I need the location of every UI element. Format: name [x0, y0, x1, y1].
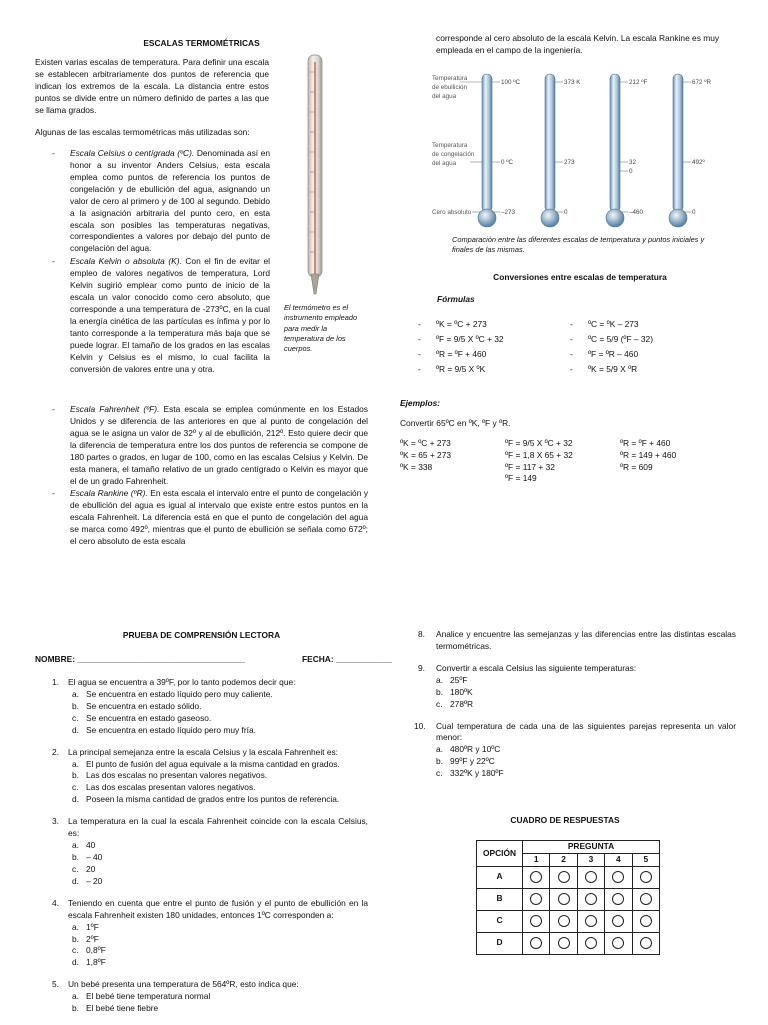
formulas-left	[418, 319, 504, 379]
option[interactable]: a. El punto de fusión del agua equivale a la misma cantidad en grados.	[72, 758, 340, 769]
option[interactable]: c. 0,8ºF	[72, 945, 106, 956]
rankine-boiling-label: 672 ºR	[692, 79, 712, 86]
svg-text:Cero absoluto	[432, 209, 472, 216]
fahrenheit-thermometer	[606, 74, 648, 227]
formula-item: - ºF = 9/5 X ºC + 32	[418, 334, 504, 346]
answer-bubble[interactable]	[558, 937, 570, 949]
answers-title: CUADRO DE RESPUESTAS	[510, 815, 620, 825]
question-4: 4. Teniendo en cuenta que entre el punto de fusión y el punto de ebullición en la escala Fahrenheit existen 180 unidades, entonces 1ºC corresponden a: a. 1ºF b. 2ºF c. 0,8ºF d. 1,8ºF	[52, 897, 368, 968]
column-header: 3	[577, 854, 604, 867]
answer-bubble[interactable]	[640, 937, 652, 949]
header-question: PREGUNTA	[523, 841, 660, 854]
figure-caption: Comparación entre las diferentes escalas de temperatura y puntos iniciales y finales de las mismas.	[452, 235, 705, 255]
list-item-rankine: - Escala Rankine (ºR). En esta escala el intervalo entre el punto de congelación y de ebullición del agua es igual al intervalo que existe entre estos puntos en la escala Fahrenheit. La diferencia está en que el punto de congelación del agua se marca como 492º, mientras que el punto de ebullición se señala como 672º; el cero absoluto de esta escala	[70, 488, 368, 548]
option[interactable]: a. 480ºR y 10ºC	[436, 744, 501, 755]
option[interactable]: b. Las dos escalas no presentan valores negativos.	[72, 770, 268, 781]
option[interactable]: d. 1,8ºF	[72, 957, 106, 968]
intro-paragraph: Existen varias escalas de temperatura. Para definir una escala se establecen arbitrariamente dos puntos de referencia que indican los extremos de la escala. La distancia entre estos puntos se divide entre un número definido de partes a las que se llama grados.	[35, 57, 269, 115]
answer-bubble[interactable]	[612, 893, 624, 905]
example-step: ºR = ºF + 460	[620, 438, 671, 448]
answer-bubble[interactable]	[640, 915, 652, 927]
svg-text:Temperatura	[432, 142, 468, 149]
celsius-zero-label: –273	[501, 209, 516, 216]
label-absolute-zero: Cero absoluto	[432, 209, 472, 216]
answer-bubble[interactable]	[612, 937, 624, 949]
list-intro: Algunas de las escalas termométricas más utilizadas son:	[35, 127, 250, 137]
formula-item: - ºK = ºC + 273	[418, 319, 504, 331]
answer-bubble[interactable]	[585, 893, 597, 905]
scales-list-top	[70, 148, 270, 377]
question-3: 3. La temperatura en la cual la escala Fahrenheit coincide con la escala Celsius, es: a. 40 b. – 40 c. 20 d. – 20	[52, 816, 368, 886]
fahrenheit-freezing-label: 32	[629, 159, 637, 166]
formula-item: - ºR = ºF + 460	[418, 349, 504, 361]
option[interactable]: b. 99ºF y 22ºC	[436, 756, 495, 767]
fahrenheit-absolute-label: –460	[629, 209, 644, 216]
fahrenheit-zero-label: 0	[629, 168, 633, 175]
thermometer-image	[300, 52, 330, 297]
option[interactable]: c. Las dos escalas presentan valores negativos.	[72, 782, 256, 793]
example-step: ºK = ºC + 273	[400, 438, 451, 448]
formula-item: - ºF = ºR – 460	[570, 349, 653, 361]
answer-bubble[interactable]	[585, 871, 597, 883]
option[interactable]: b. 2ºF	[72, 933, 99, 944]
table-row	[477, 866, 660, 888]
example-step: ºF = 9/5 X ºC + 32	[505, 438, 573, 448]
example-task: Convertir 65ºC en ºK, ºF y ºR.	[400, 418, 511, 428]
list-item-kelvin: - Escala Kelvin o absoluta (K). Con el fin de evitar el empleo de valores negativos de temperatura, Lord Kelvin sugirió emplear como punto de inicio de la escala un valor conocido como cero absoluto, que corresponde a una temperatura de -273ºC, en la cual la energía cinética de las partículas es ínfima y por lo tanto corresponde a la temperatura más baja que se puede lograr. El tamaño de los grados en las escalas Kelvin y Celsius es el mismo, lo cual facilita la conversión de valores entre una y otra.	[70, 256, 270, 375]
rankine-freezing-label: 492º	[692, 159, 705, 166]
celsius-thermometer	[478, 74, 521, 227]
option[interactable]: c. 332ºK y 180ºF	[436, 768, 504, 779]
rankine-thermometer	[669, 74, 712, 227]
question-5: 5. Un bebé presenta una temperatura de 564ºR, esto indica que: a. El bebé tiene temperatura normal b. El bebé tiene fiebre	[52, 979, 368, 1015]
column-header: 1	[523, 854, 550, 867]
question-9: 9. Convertir a escala Celsius las siguiente temperaturas: a. 25ºF b. 180ºK c. 278ºR	[418, 663, 736, 711]
option[interactable]: d. – 20	[72, 875, 103, 886]
continuation-text: corresponde al cero absoluto de la escala Kelvin. La escala Rankine es muy empleada en el campo de la ingeniería.	[436, 33, 720, 55]
answer-bubble[interactable]	[558, 915, 570, 927]
answer-bubble[interactable]	[640, 893, 652, 905]
label-freezing-1: Temperatura	[432, 142, 468, 149]
examples-title: Ejemplos:	[400, 398, 441, 408]
list-item-fahrenheit: - Escala Fahrenheit (ºF). Esta escala se emplea comúnmente en los Estados Unidos y se diferencia de las anteriores en que al punto de congelación del agua se le asigna un valor de 32º y al de ebullición, 212º. Esto quiere decir que la diferencia de temperatura entre los dos puntos de referencia se compone de 180 partes o grados, en lugar de 100, como en las escalas Celsius y Kelvin. De esta manera, el tamaño relativo de un grado centígrado o Kelvin es mayor que el de un grado Fahrenheit.	[70, 404, 368, 487]
question-2: 2. La principal semejanza entre la escala Celsius y la escala Fahrenheit es: a. El punto de fusión del agua equivale a la misma cantidad en grados. b. Las dos escalas no presentan valores negativos. c. Las dos escalas presentan valores negativos. d. Poseen la misma cantidad de grados entre los puntos de referencia.	[52, 747, 368, 807]
row-label: A	[477, 866, 523, 888]
option[interactable]: a. El bebé tiene temperatura normal	[72, 991, 211, 1002]
example-step: ºR = 609	[620, 461, 653, 472]
option[interactable]: d. Se encuentra en estado líquido pero muy fría.	[72, 724, 256, 735]
svg-text:de ebullición	[432, 84, 468, 91]
row-label: D	[477, 932, 523, 954]
formula-item: - ºC = 5/9 (ºF – 32)	[570, 334, 653, 346]
formula-item: - ºK = 5/9 X ºR	[570, 364, 653, 376]
option[interactable]: a. 25ºF	[436, 674, 468, 685]
answer-bubble[interactable]	[530, 937, 542, 949]
table-row	[477, 910, 660, 932]
option[interactable]: d. Poseen la misma cantidad de grados entre los puntos de referencia.	[72, 794, 340, 805]
label-freezing-2: de congelación	[432, 151, 475, 158]
answer-bubble[interactable]	[530, 915, 542, 927]
option[interactable]: a. Se encuentra en estado líquido pero muy caliente.	[72, 688, 273, 699]
svg-text:Temperatura	[432, 75, 468, 82]
label-freezing-3: del agua	[432, 160, 457, 167]
column-header: 2	[550, 854, 577, 867]
example-step: ºF = 149	[505, 473, 537, 484]
table-row	[477, 888, 660, 910]
option[interactable]: a. 40	[72, 840, 96, 851]
example-step: ºK = 338	[400, 461, 433, 472]
formulas-right	[570, 319, 653, 379]
kelvin-zero-label: 0	[564, 209, 568, 216]
questions-right	[414, 629, 736, 790]
kelvin-thermometer	[541, 74, 581, 227]
scales-comparison-figure	[430, 70, 740, 230]
fahrenheit-boiling-label: 212 ºF	[629, 79, 648, 86]
list-item-celsius: - Escala Celsius o centígrada (ºC). Denominada así en honor a su inventor Anders Celsius, esta escala emplea como puntos de referencia los puntos de congelación y de ebullición del agua, asignando un valor de cero al primero y de 100 al segundo. Debido a la asignación arbitraria del punto cero, en esta escala son posibles las temperaturas negativas, correspondientes a valores por debajo del punto de congelación del agua.	[70, 148, 270, 255]
questions-left	[52, 677, 368, 1025]
question-8: 8. Analice y encuentre las semejanzas y las diferencias entre las distintas escalas termométricas.	[418, 629, 736, 651]
question-1: 1. El agua se encuentra a 39ºF, por lo tanto podemos decir que: a. Se encuentra en estado líquido pero muy caliente. b. Se encuentra en estado sólido. c. Se encuentra en estado gaseoso. d. Se encuentra en estado líquido pero muy fría.	[52, 677, 368, 737]
answer-bubble[interactable]	[530, 893, 542, 905]
label-boiling-2: de ebullición	[432, 84, 468, 91]
option[interactable]: b. Se encuentra en estado sólido.	[72, 700, 202, 711]
row-label: C	[477, 910, 523, 932]
example-step: ºK = 65 + 273	[400, 449, 452, 460]
option[interactable]: c. 278ºR	[436, 698, 474, 709]
svg-text:de congelación	[432, 151, 475, 158]
option[interactable]: b. El bebé tiene fiebre	[72, 1003, 159, 1014]
answer-bubble[interactable]	[612, 871, 624, 883]
answer-bubble[interactable]	[530, 871, 542, 883]
example-step: ºF = 1,8 X 65 + 32	[505, 449, 573, 460]
svg-text:del agua	[432, 93, 457, 100]
option[interactable]: a. 1ºF	[72, 921, 99, 932]
answer-bubble[interactable]	[640, 871, 652, 883]
name-field[interactable]: NOMBRE: ____________________________________	[35, 654, 246, 664]
date-field[interactable]: FECHA: ____________	[302, 654, 392, 664]
answer-bubble[interactable]	[585, 937, 597, 949]
kelvin-boiling-label: 373 K	[564, 79, 581, 86]
question-10: 10. Cual temperatura de cada una de las siguientes parejas representa un valor menor: a. 480ºR y 10ºC b. 99ºF y 22ºC c. 332ºK y 180ºF	[414, 720, 736, 779]
celsius-freezing-label: 0 ºC	[501, 159, 514, 166]
answer-bubble[interactable]	[585, 915, 597, 927]
column-header: 4	[605, 854, 632, 867]
option[interactable]: c. 20	[72, 863, 96, 874]
answer-bubble[interactable]	[612, 915, 624, 927]
label-boiling-3: del agua	[432, 93, 457, 100]
answers-table	[476, 840, 660, 955]
header-option: OPCIÓN	[477, 841, 523, 867]
row-label: B	[477, 888, 523, 910]
example-step: ºF = 117 + 32	[505, 461, 555, 472]
answer-bubble[interactable]	[558, 871, 570, 883]
example-step: ºR = 149 + 460	[620, 449, 677, 460]
table-row	[477, 932, 660, 954]
option[interactable]: b. – 40	[72, 851, 103, 862]
example-col-kelvin	[400, 438, 451, 473]
formula-item: - ºC = ºK – 273	[570, 319, 653, 331]
quiz-title: PRUEBA DE COMPRENSIÓN LECTORA	[122, 630, 281, 640]
option[interactable]: b. 180ºK	[436, 686, 473, 697]
scales-list-bottom	[70, 404, 368, 549]
column-header: 5	[632, 854, 659, 867]
option[interactable]: c. Se encuentra en estado gaseoso.	[72, 712, 212, 723]
celsius-boiling-label: 100 ºC	[501, 79, 521, 86]
label-boiling-1: Temperatura	[432, 75, 468, 82]
formulas-title: Fórmulas	[437, 294, 475, 304]
conversions-title: Conversiones entre escalas de temperatura	[493, 272, 667, 282]
answer-bubble[interactable]	[558, 893, 570, 905]
formula-item: - ºR = 9/5 X ºK	[418, 364, 504, 376]
thermometer-caption: El termómetro es el instrumento empleado para medir la temperatura de los cuerpos.	[284, 303, 358, 354]
example-col-fahrenheit	[505, 438, 573, 485]
kelvin-freezing-label: 273	[564, 159, 575, 166]
section-title: ESCALAS TERMOMÉTRICAS	[143, 38, 260, 48]
example-col-rankine	[620, 438, 676, 473]
rankine-zero-label: 0	[692, 209, 696, 216]
svg-text:del agua	[432, 160, 457, 167]
